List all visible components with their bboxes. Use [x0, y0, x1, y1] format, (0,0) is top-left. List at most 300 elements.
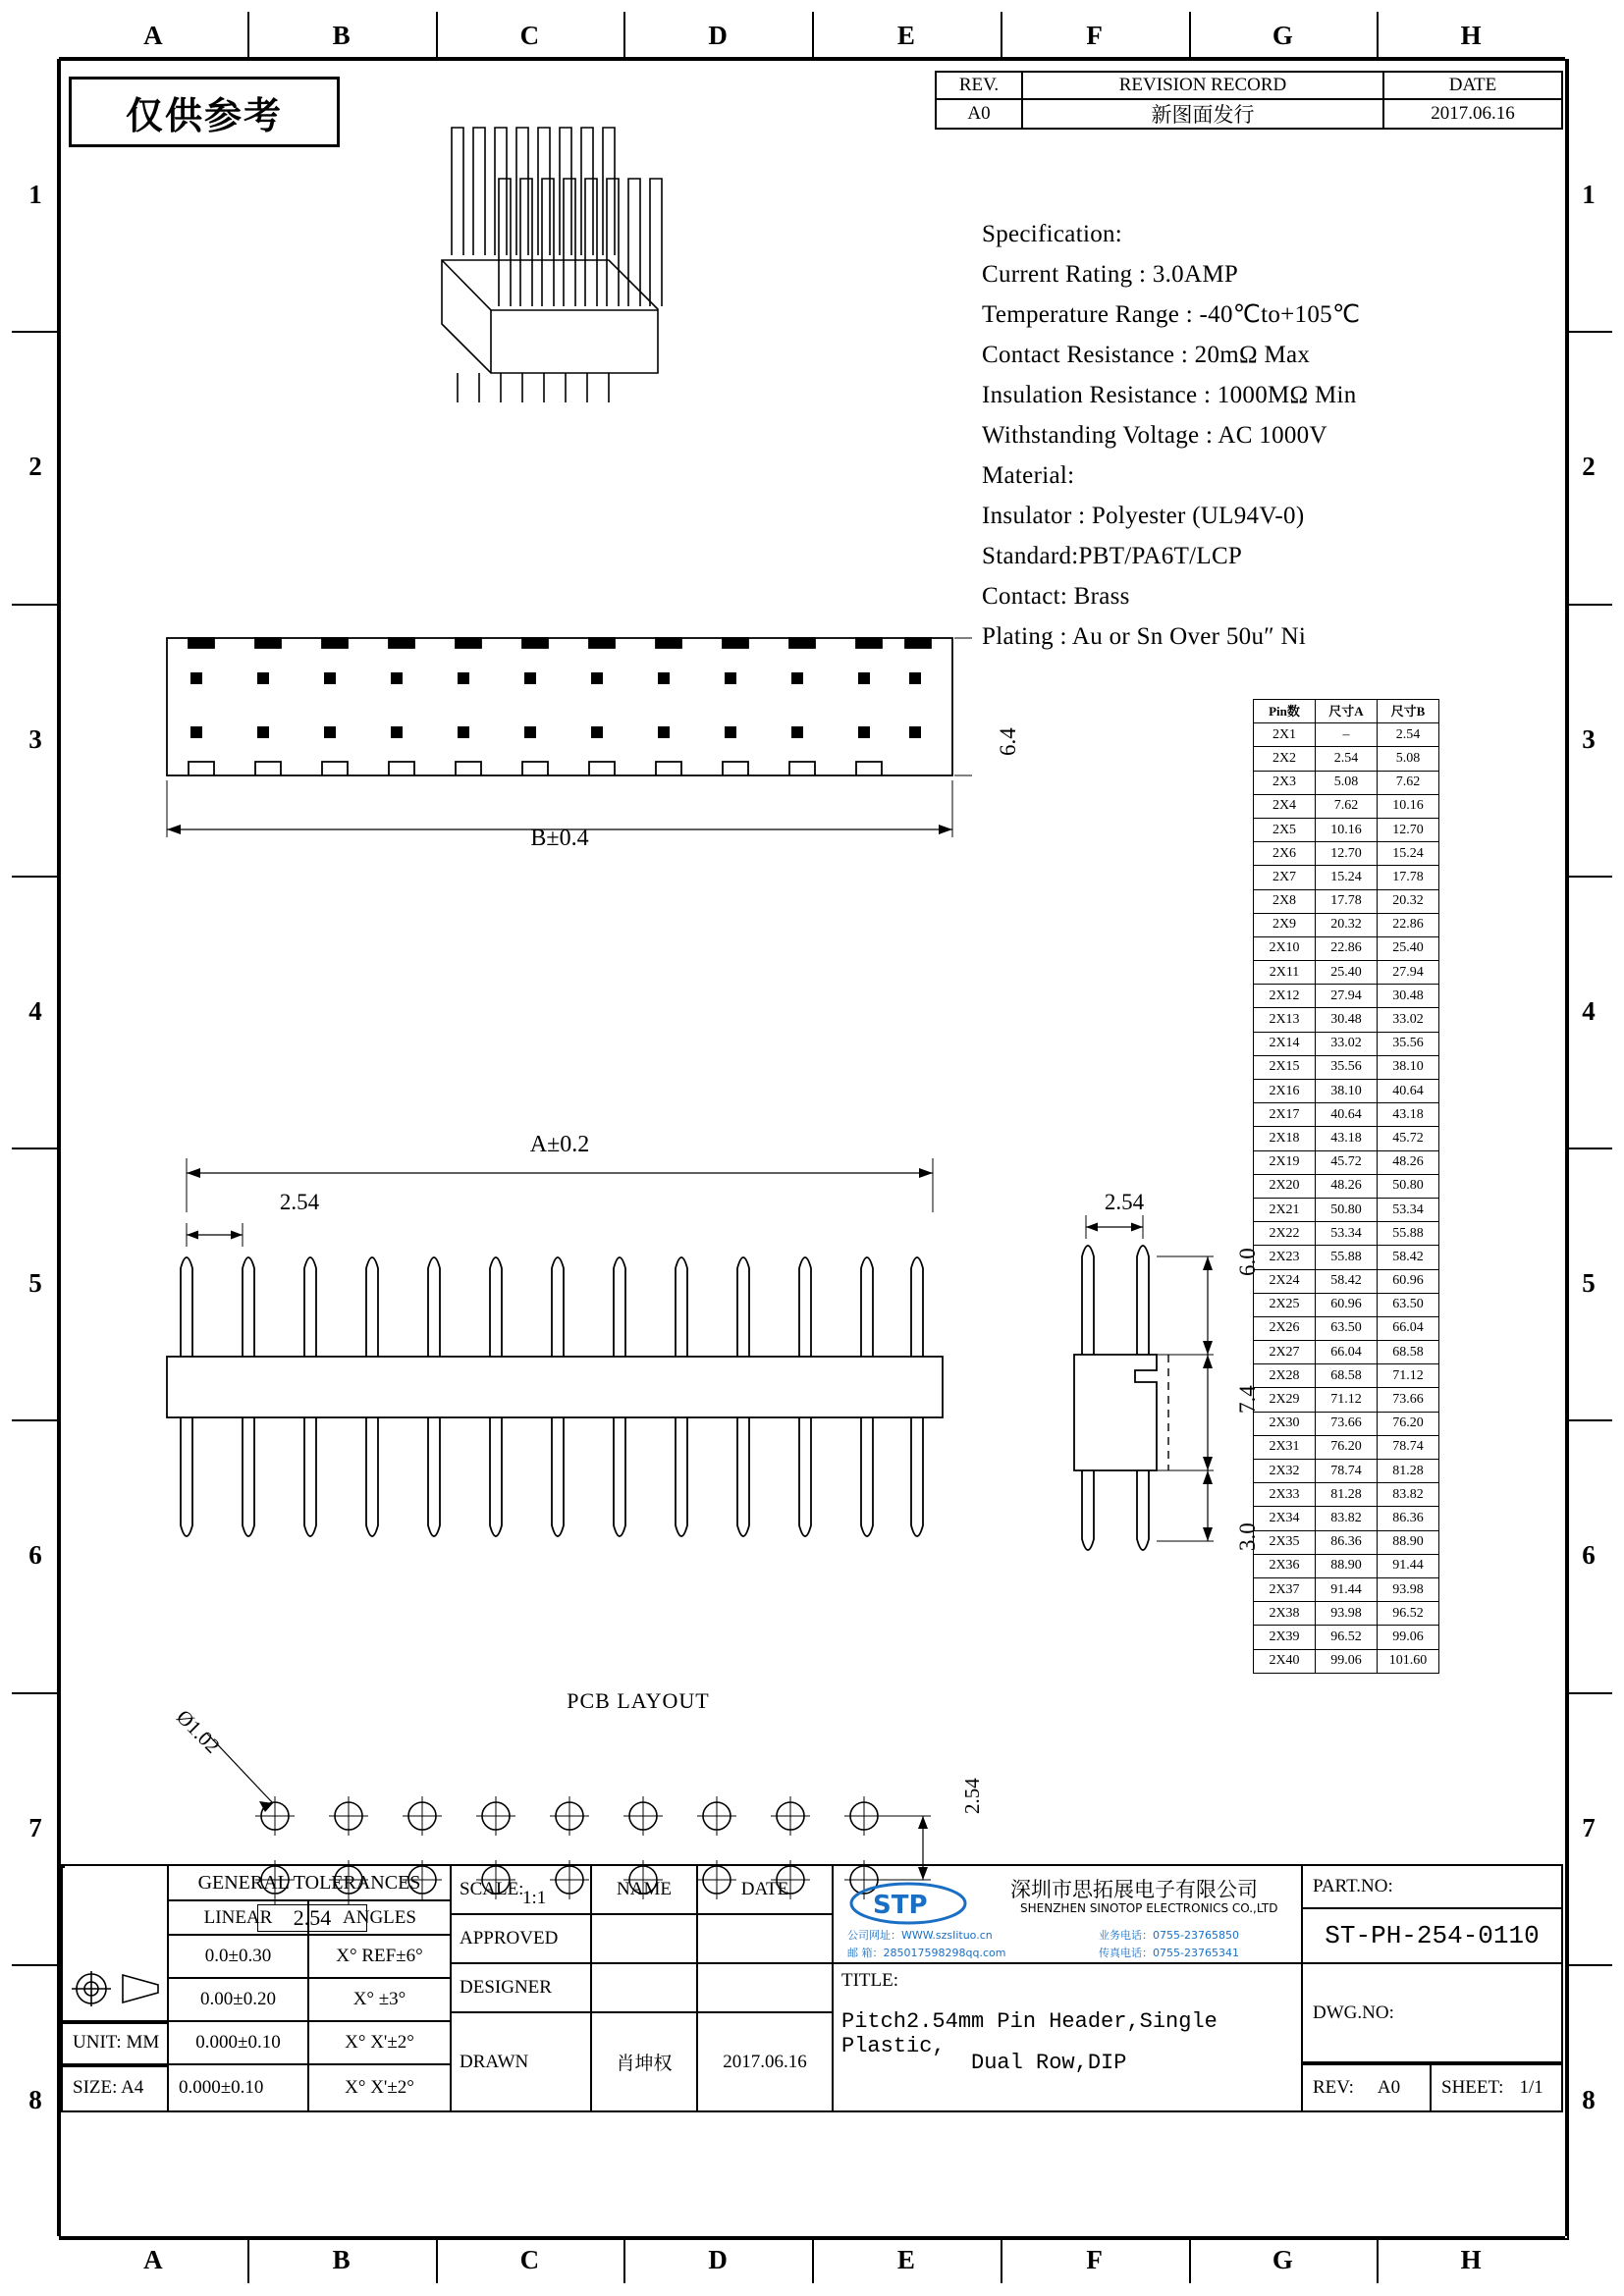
pin-table-cell-13-2: 35.56	[1378, 1032, 1439, 1055]
column-label-d: D	[708, 2244, 728, 2274]
pin-table-cell-27-0: 2X28	[1254, 1364, 1316, 1388]
pin-table-cell-10-0: 2X11	[1254, 961, 1316, 985]
revision-row-record: 新图面发行	[1021, 98, 1384, 130]
part-no-label: PART.NO:	[1301, 1864, 1563, 1909]
pin-table-cell-25-1: 63.50	[1316, 1316, 1378, 1340]
pin-table-cell-35-1: 88.90	[1316, 1554, 1378, 1577]
drawn-date: 2017.06.16	[696, 2011, 834, 2112]
scale-value: 1:1	[522, 1888, 547, 1908]
column-label-b: B	[332, 2244, 351, 2274]
pin-table-cell-0-2: 2.54	[1378, 723, 1439, 747]
sheet-label: SHEET:	[1441, 2077, 1504, 2098]
revision-table	[935, 71, 1563, 130]
pin-table-cell-3-0: 2X4	[1254, 794, 1316, 818]
spec-line-2: Contact Resistance : 20mΩ Max	[982, 342, 1311, 368]
angle-tol-2: X° ±3°	[307, 1977, 452, 2022]
unit-label: UNIT: MM	[61, 2020, 169, 2065]
pin-table-cell-7-2: 20.32	[1378, 889, 1439, 913]
pin-table-cell-29-0: 2X30	[1254, 1412, 1316, 1435]
pin-table-cell-17-1: 43.18	[1316, 1127, 1378, 1150]
designer-name	[590, 1962, 698, 2013]
column-divider	[247, 2236, 249, 2283]
pin-table-cell-21-0: 2X22	[1254, 1222, 1316, 1246]
revision-header-date: DATE	[1382, 71, 1563, 100]
row-divider	[12, 1692, 59, 1694]
pin-table-cell-16-0: 2X17	[1254, 1103, 1316, 1127]
pin-table-row	[1254, 1008, 1439, 1032]
pin-table-header-2: 尺寸B	[1378, 700, 1439, 723]
pin-table-row	[1254, 1649, 1439, 1673]
spec-title: Specification:	[982, 221, 1123, 247]
row-label-6: 6	[28, 1540, 42, 1571]
company-block	[832, 1864, 1303, 1964]
pin-table-cell-27-2: 71.12	[1378, 1364, 1439, 1388]
row-label-4: 4	[1582, 995, 1596, 1026]
column-label-a: A	[143, 2244, 163, 2274]
linear-tol-4: 0.000±0.10	[167, 2063, 309, 2112]
pin-table-row	[1254, 1364, 1439, 1388]
pin-table-row	[1254, 961, 1439, 985]
revision-header-rev: REV.	[935, 71, 1023, 100]
pin-table-cell-33-2: 86.36	[1378, 1507, 1439, 1530]
pin-table-cell-33-1: 83.82	[1316, 1507, 1378, 1530]
linear-tol-1: 0.0±0.30	[167, 1934, 309, 1979]
column-divider	[1189, 12, 1191, 59]
column-divider	[1001, 12, 1002, 59]
pin-table-row	[1254, 1507, 1439, 1530]
pin-table-cell-6-0: 2X7	[1254, 866, 1316, 889]
company-contact-1: 邮 箱：285017598298qq.com	[847, 1947, 1006, 1959]
pin-table-cell-21-1: 53.34	[1316, 1222, 1378, 1246]
row-divider	[12, 1148, 59, 1149]
pin-table-cell-39-2: 101.60	[1378, 1649, 1439, 1673]
pin-table-cell-5-2: 15.24	[1378, 842, 1439, 866]
linear-header: LINEAR	[167, 1899, 309, 1936]
pin-table-cell-36-1: 91.44	[1316, 1577, 1378, 1601]
pin-table-cell-37-0: 2X38	[1254, 1602, 1316, 1626]
row-label-7: 7	[28, 1812, 42, 1842]
designer-date	[696, 1962, 834, 2013]
pin-table-cell-36-0: 2X37	[1254, 1577, 1316, 1601]
title-line-2: Dual Row,DIP	[971, 2051, 1127, 2075]
pin-table-cell-28-2: 73.66	[1378, 1388, 1439, 1412]
row-divider	[1565, 876, 1612, 878]
pin-table-row	[1254, 842, 1439, 866]
pin-table-cell-4-0: 2X5	[1254, 818, 1316, 841]
svg-text:STP: STP	[873, 1891, 928, 1920]
pin-table-row	[1254, 1080, 1439, 1103]
row-label-6: 6	[1582, 1540, 1596, 1571]
pin-table-cell-39-1: 99.06	[1316, 1649, 1378, 1673]
row-label-4: 4	[28, 995, 42, 1026]
pin-table-cell-31-0: 2X32	[1254, 1460, 1316, 1483]
column-divider	[812, 12, 814, 59]
pin-table-cell-2-1: 5.08	[1316, 771, 1378, 794]
pin-table-cell-4-1: 10.16	[1316, 818, 1378, 841]
rev-cell	[1301, 2063, 1432, 2112]
pin-table-cell-22-2: 58.42	[1378, 1246, 1439, 1269]
pin-table-cell-9-2: 25.40	[1378, 936, 1439, 960]
pin-table-row	[1254, 1316, 1439, 1340]
column-label-h: H	[1460, 20, 1482, 50]
pin-table-row	[1254, 1269, 1439, 1293]
pin-table-cell-11-1: 27.94	[1316, 985, 1378, 1008]
reference-only-stamp: 仅供参考	[69, 77, 340, 147]
pin-table-cell-32-1: 81.28	[1316, 1483, 1378, 1507]
column-divider	[623, 12, 625, 59]
pin-table-cell-22-1: 55.88	[1316, 1246, 1378, 1269]
row-label-1: 1	[1582, 180, 1596, 210]
pin-table-cell-20-2: 53.34	[1378, 1198, 1439, 1221]
pin-table-cell-2-2: 7.62	[1378, 771, 1439, 794]
pin-table-cell-1-2: 5.08	[1378, 747, 1439, 771]
pin-table-cell-27-1: 68.58	[1316, 1364, 1378, 1388]
pin-table-cell-17-0: 2X18	[1254, 1127, 1316, 1150]
column-label-e: E	[896, 2244, 915, 2274]
row-label-5: 5	[28, 1268, 42, 1299]
pin-table-cell-28-0: 2X29	[1254, 1388, 1316, 1412]
row-divider	[12, 604, 59, 606]
sheet-value: 1/1	[1519, 2077, 1543, 2098]
pin-table-header-1: 尺寸A	[1316, 700, 1378, 723]
row-divider	[12, 876, 59, 878]
name-header: NAME	[590, 1864, 698, 1915]
general-tolerances-header: GENERAL TOLERANCES	[167, 1864, 452, 1901]
linear-tol-3: 0.000±0.10	[167, 2020, 309, 2065]
company-contact-2: 业务电话：0755-23765850	[1099, 1929, 1239, 1942]
pin-table-cell-38-1: 96.52	[1316, 1626, 1378, 1649]
column-divider	[1377, 12, 1379, 59]
pin-table-cell-14-1: 35.56	[1316, 1055, 1378, 1079]
pin-table-cell-4-2: 12.70	[1378, 818, 1439, 841]
row-index-right	[1565, 59, 1612, 2236]
column-label-f: F	[1086, 2244, 1103, 2274]
pin-table-cell-1-1: 2.54	[1316, 747, 1378, 771]
pin-table-cell-15-2: 40.64	[1378, 1080, 1439, 1103]
dimension-pitch-front: 2.54	[279, 1190, 320, 1214]
company-contact-0: 公司网址：WWW.szsIituo.cn	[847, 1929, 993, 1942]
column-divider	[247, 12, 249, 59]
pin-table-cell-3-1: 7.62	[1316, 794, 1378, 818]
pin-table-cell-31-1: 78.74	[1316, 1460, 1378, 1483]
pin-table-cell-7-1: 17.78	[1316, 889, 1378, 913]
pin-table-cell-20-1: 50.80	[1316, 1198, 1378, 1221]
company-name-en: SHENZHEN SINOTOP ELECTRONICS CO.,LTD	[1020, 1901, 1278, 1915]
index-strip-border	[57, 59, 59, 2236]
pin-table-cell-15-0: 2X16	[1254, 1080, 1316, 1103]
pin-table-row	[1254, 985, 1439, 1008]
pin-table-cell-13-0: 2X14	[1254, 1032, 1316, 1055]
spec-line-4: Withstanding Voltage : AC 1000V	[982, 422, 1327, 449]
pin-table-row	[1254, 818, 1439, 841]
pin-table-cell-29-1: 73.66	[1316, 1412, 1378, 1435]
pin-table-cell-9-1: 22.86	[1316, 936, 1378, 960]
company-logo	[847, 1880, 995, 1927]
pin-table-row	[1254, 866, 1439, 889]
column-label-g: G	[1272, 20, 1293, 50]
pin-table-row	[1254, 1554, 1439, 1577]
pin-table-cell-23-1: 58.42	[1316, 1269, 1378, 1293]
scale-cell	[450, 1864, 592, 1915]
specification-block	[982, 214, 1571, 657]
dimension-b-label: B±0.4	[530, 825, 589, 851]
approved-name	[590, 1913, 698, 1964]
pin-table-row	[1254, 1293, 1439, 1316]
part-title-block	[832, 1962, 1303, 2112]
row-label-5: 5	[1582, 1268, 1596, 1299]
column-label-g: G	[1272, 2244, 1293, 2274]
rev-value: A0	[1377, 2077, 1401, 2098]
row-label-8: 8	[28, 2084, 42, 2114]
rev-label: REV:	[1313, 2077, 1354, 2098]
pin-table-cell-20-0: 2X21	[1254, 1198, 1316, 1221]
pin-table-cell-10-2: 27.94	[1378, 961, 1439, 985]
row-index-left	[12, 59, 59, 2236]
approved-label: APPROVED	[450, 1913, 592, 1964]
pin-table-cell-34-2: 88.90	[1378, 1530, 1439, 1554]
spec-line-8: Contact: Brass	[982, 583, 1130, 610]
pin-table-cell-31-2: 81.28	[1378, 1460, 1439, 1483]
column-label-e: E	[896, 20, 915, 50]
scale-label: SCALE:	[460, 1879, 524, 1899]
pin-table-cell-32-2: 83.82	[1378, 1483, 1439, 1507]
pin-table-row	[1254, 1246, 1439, 1269]
column-divider	[1377, 2236, 1379, 2283]
pin-table-cell-12-0: 2X13	[1254, 1008, 1316, 1032]
drawn-name: 肖坤权	[590, 2011, 698, 2112]
spec-line-0: Current Rating : 3.0AMP	[982, 261, 1239, 288]
row-label-2: 2	[1582, 452, 1596, 482]
pin-table-cell-26-1: 66.04	[1316, 1341, 1378, 1364]
pin-table-row	[1254, 936, 1439, 960]
index-strip-border	[59, 2236, 1565, 2238]
pin-table-cell-6-1: 15.24	[1316, 866, 1378, 889]
pin-table-row	[1254, 794, 1439, 818]
date-header: DATE	[696, 1864, 834, 1915]
pin-table-cell-18-1: 45.72	[1316, 1150, 1378, 1174]
pin-table-cell-23-2: 60.96	[1378, 1269, 1439, 1293]
size-label: SIZE: A4	[61, 2063, 169, 2112]
column-label-c: C	[519, 20, 540, 50]
pin-table-cell-16-2: 43.18	[1378, 1103, 1439, 1127]
pin-table-row	[1254, 1103, 1439, 1127]
pin-table-row	[1254, 1577, 1439, 1601]
column-label-f: F	[1086, 20, 1103, 50]
pin-table-row	[1254, 1530, 1439, 1554]
title-line-1: Pitch2.54mm Pin Header,Single Plastic,	[841, 2009, 1218, 2058]
pin-table-cell-35-2: 91.44	[1378, 1554, 1439, 1577]
spec-line-7: Standard:PBT/PA6T/LCP	[982, 543, 1243, 569]
pin-table-cell-37-1: 93.98	[1316, 1602, 1378, 1626]
dimension-h60: 6.0	[1235, 1248, 1260, 1276]
pin-table-row	[1254, 1341, 1439, 1364]
pin-table-cell-29-2: 76.20	[1378, 1412, 1439, 1435]
revision-row-date: 2017.06.16	[1382, 98, 1563, 130]
pin-table-row	[1254, 1127, 1439, 1150]
pin-table-header-0: Pin数	[1254, 700, 1316, 723]
spec-line-3: Insulation Resistance : 1000MΩ Min	[982, 382, 1357, 408]
pin-table-row	[1254, 723, 1439, 747]
index-strip-border	[59, 57, 1565, 59]
linear-tol-2: 0.00±0.20	[167, 1977, 309, 2022]
pin-table-cell-25-0: 2X26	[1254, 1316, 1316, 1340]
spec-line-1: Temperature Range : -40℃to+105℃	[982, 301, 1361, 328]
sheet-cell	[1430, 2063, 1563, 2112]
designer-label: DESIGNER	[450, 1962, 592, 2013]
row-label-2: 2	[28, 452, 42, 482]
pin-table-cell-8-1: 20.32	[1316, 913, 1378, 936]
pin-table-cell-12-1: 30.48	[1316, 1008, 1378, 1032]
pin-table-cell-8-0: 2X9	[1254, 913, 1316, 936]
company-name-cn: 深圳市思拓展电子有限公司	[1010, 1878, 1258, 1901]
pin-table-cell-30-1: 76.20	[1316, 1435, 1378, 1459]
pcb-hole-diameter-label: Ø1.02	[172, 1705, 225, 1758]
row-divider	[12, 1964, 59, 1966]
pin-dimension-table	[1253, 699, 1439, 1674]
part-no-value: ST-PH-254-0110	[1301, 1907, 1563, 1964]
pin-table-row	[1254, 1435, 1439, 1459]
spec-line-5: Material:	[982, 462, 1075, 489]
pin-table-cell-2-0: 2X3	[1254, 771, 1316, 794]
pin-table-cell-17-2: 45.72	[1378, 1127, 1439, 1150]
drawing-sheet: A B C D E F G H A B C D E F G H 1 2 3 4 5 6 7 8 1 2 3 4 5 6 7 8 仅供参考 REV. REVISION RECORD DATE A0 新图面发行 2017.06.16 Specification: Current Rating : 3.0AMP Temperature Range : -40℃to+105℃ Contact Resistance : 20mΩ Max Insulation Resistance : 1000MΩ Min Withstanding Voltage : AC 1000V Material: Insulator : Polyester (UL94V-0) Standard:PBT/PA6T/LCP Contact: Brass Plating : Au or Sn Over 50u″ Ni B±0.4 6.4 A±0.2 2.54 2.54 6.0 7.4 3.0 PCB LAYOUT Ø1.02 2.54 2.54 Pin数 尺寸A 尺寸B 2X1 – 2.54 2X2 2.54 5.08 2X3 5.08 7.62 2X4 7.62 10.16 2X5 10.16 12.70 2X6 12.70 15.24 2X7 15.24 17.78 2X8 17.78 20.32 2X9 20.32 22.86 2X10 22.86 25.40 2X11 25.40 27.94 2X12 27.94 30.48 2X13 30.48 33.02 2X14 33.02 35.56 2X15 35.56 38.10 2X16 38.10 40.64 2X17 40.64 43.18 2X18 43.18 45.72 2X19 45.72 48.26 2X20 48.26 50.80 2X21 50.80 53.34 2X22 53.34 55.88 2X23 55.88 58.42 2X24 58.42 60.96 2X25 60.96 63.50 2X26 63.50 66.04 2X27 66.04 68.58 2X28 68.58 71.12 2X29 71.12 73.66 2X30 73.66 76.20 2X31 76.20 78.74 2X32 78.74 81.28 2X33 81.28 83.82 2X34 83.82 86.36 2X35 86.36 88.90 2X36 88.90 91.44 2X37 91.44 93.98 2X38 93.98 96.52 2X39 96.52 99.06 2X40 99.06 101.60 GENERAL TOLERANCES LINEAR ANGLES 0.0±0.30 X° REF±6° 0.00±0.20 X° ±3° 0.000±0.10 X° X'±2° UNIT: MM SIZE: A4 0.000±0.10 X° X'±2° SCALE: 1:1 NAME DATE APPROVED DESIGNER DRAWN 肖坤权 2017.06.16 STP 深圳市思拓展电子有限公司 SHENZHEN SINOTOP ELECTRONICS CO.,LTD 公司网址：WWW.szsIituo.cn 邮 箱：285017598298qq.com 业务电话：0755-23765850 传真电话：0755-23765341 TITLE: Pitch2.54mm Pin Header,Single Plastic, Dual Row,DIP PART.NO: ST-PH-254-0110 DWG.NO: REV: A0 SHEET: 1/1	[0, 0, 1624, 2296]
row-divider	[12, 1419, 59, 1421]
pin-table-cell-33-0: 2X34	[1254, 1507, 1316, 1530]
pin-table-cell-8-2: 22.86	[1378, 913, 1439, 936]
pin-table-cell-1-0: 2X2	[1254, 747, 1316, 771]
angle-tol-3: X° X'±2°	[307, 2020, 452, 2065]
row-label-3: 3	[28, 723, 42, 754]
pin-table-cell-11-0: 2X12	[1254, 985, 1316, 1008]
pin-table-row	[1254, 1412, 1439, 1435]
pin-table-cell-21-2: 55.88	[1378, 1222, 1439, 1246]
first-angle-projection-icon	[68, 1967, 162, 2010]
pin-table-cell-24-1: 60.96	[1316, 1293, 1378, 1316]
angle-tol-4: X° X'±2°	[307, 2063, 452, 2112]
pin-table-cell-30-0: 2X31	[1254, 1435, 1316, 1459]
column-divider	[623, 2236, 625, 2283]
pin-table-cell-26-0: 2X27	[1254, 1341, 1316, 1364]
pin-table-cell-36-2: 93.98	[1378, 1577, 1439, 1601]
pin-table-cell-18-2: 48.26	[1378, 1150, 1439, 1174]
pin-table-cell-24-0: 2X25	[1254, 1293, 1316, 1316]
pin-table-cell-24-2: 63.50	[1378, 1293, 1439, 1316]
pin-table-cell-14-2: 38.10	[1378, 1055, 1439, 1079]
revision-header-record: REVISION RECORD	[1021, 71, 1384, 100]
angles-header: ANGLES	[307, 1899, 452, 1936]
pin-table-cell-32-0: 2X33	[1254, 1483, 1316, 1507]
pin-table-cell-25-2: 66.04	[1378, 1316, 1439, 1340]
pin-table-cell-19-2: 50.80	[1378, 1174, 1439, 1198]
column-index-top	[59, 12, 1565, 59]
pin-table-row	[1254, 1198, 1439, 1221]
pin-table-cell-6-2: 17.78	[1378, 866, 1439, 889]
pcb-pitch-y-label: 2.54	[960, 1778, 984, 1814]
pin-table-cell-3-2: 10.16	[1378, 794, 1439, 818]
pin-table-cell-9-0: 2X10	[1254, 936, 1316, 960]
pin-table-cell-23-0: 2X24	[1254, 1269, 1316, 1293]
row-divider	[1565, 604, 1612, 606]
angle-tol-1: X° REF±6°	[307, 1934, 452, 1979]
row-divider	[1565, 1419, 1612, 1421]
pin-table-cell-14-0: 2X15	[1254, 1055, 1316, 1079]
pin-table-cell-18-0: 2X19	[1254, 1150, 1316, 1174]
row-divider	[12, 331, 59, 333]
column-label-a: A	[143, 20, 163, 50]
pin-table-row	[1254, 889, 1439, 913]
pin-table-row	[1254, 1460, 1439, 1483]
pin-table-row	[1254, 1626, 1439, 1649]
column-divider	[1001, 2236, 1002, 2283]
dimension-h30: 3.0	[1235, 1522, 1260, 1551]
column-divider	[436, 2236, 438, 2283]
column-label-c: C	[519, 2244, 540, 2274]
dimension-a-label: A±0.2	[529, 1131, 590, 1157]
pin-table-row	[1254, 1602, 1439, 1626]
pcb-pitch-x-label: 2.54	[257, 1904, 367, 1932]
pin-table-cell-22-0: 2X23	[1254, 1246, 1316, 1269]
pin-table-cell-35-0: 2X36	[1254, 1554, 1316, 1577]
column-divider	[436, 12, 438, 59]
pin-table-row	[1254, 771, 1439, 794]
column-label-d: D	[708, 20, 728, 50]
pin-table-row	[1254, 913, 1439, 936]
pin-table-cell-34-0: 2X35	[1254, 1530, 1316, 1554]
row-label-1: 1	[28, 180, 42, 210]
pin-table-cell-12-2: 33.02	[1378, 1008, 1439, 1032]
column-divider	[812, 2236, 814, 2283]
pin-table-row	[1254, 1174, 1439, 1198]
approved-date	[696, 1913, 834, 1964]
spec-line-6: Insulator : Polyester (UL94V-0)	[982, 503, 1305, 529]
pin-table-cell-15-1: 38.10	[1316, 1080, 1378, 1103]
drawn-label: DRAWN	[450, 2011, 592, 2112]
row-label-7: 7	[1582, 1812, 1596, 1842]
row-label-3: 3	[1582, 723, 1596, 754]
pin-table-cell-0-1: –	[1316, 723, 1378, 747]
pin-table-cell-38-2: 99.06	[1378, 1626, 1439, 1649]
column-index-bottom	[59, 2236, 1565, 2283]
dimension-pitch-side: 2.54	[1104, 1190, 1145, 1214]
pin-table-cell-5-1: 12.70	[1316, 842, 1378, 866]
row-divider	[1565, 1964, 1612, 1966]
column-divider	[1189, 2236, 1191, 2283]
pin-table-cell-26-2: 68.58	[1378, 1341, 1439, 1364]
pin-table-cell-11-2: 30.48	[1378, 985, 1439, 1008]
pin-table-cell-5-0: 2X6	[1254, 842, 1316, 866]
revision-row-rev: A0	[935, 98, 1023, 130]
pin-table-cell-38-0: 2X39	[1254, 1626, 1316, 1649]
dwg-no-label: DWG.NO:	[1301, 1962, 1563, 2063]
pin-table-cell-0-0: 2X1	[1254, 723, 1316, 747]
isometric-connector-view	[422, 118, 776, 402]
pin-table-cell-34-1: 86.36	[1316, 1530, 1378, 1554]
pcb-layout-title: PCB LAYOUT	[567, 1688, 710, 1713]
dimension-h74: 7.4	[1235, 1385, 1260, 1414]
column-label-b: B	[332, 20, 351, 50]
pin-table-row	[1254, 747, 1439, 771]
pin-table-cell-28-1: 71.12	[1316, 1388, 1378, 1412]
pin-table-cell-7-0: 2X8	[1254, 889, 1316, 913]
pin-table-cell-13-1: 33.02	[1316, 1032, 1378, 1055]
pin-table-row	[1254, 1150, 1439, 1174]
spec-line-9: Plating : Au or Sn Over 50u″ Ni	[982, 623, 1307, 650]
title-label: TITLE:	[841, 1970, 899, 1991]
pin-table-row	[1254, 1388, 1439, 1412]
pin-table-cell-10-1: 25.40	[1316, 961, 1378, 985]
pin-table-row	[1254, 1055, 1439, 1079]
pin-table-cell-37-2: 96.52	[1378, 1602, 1439, 1626]
